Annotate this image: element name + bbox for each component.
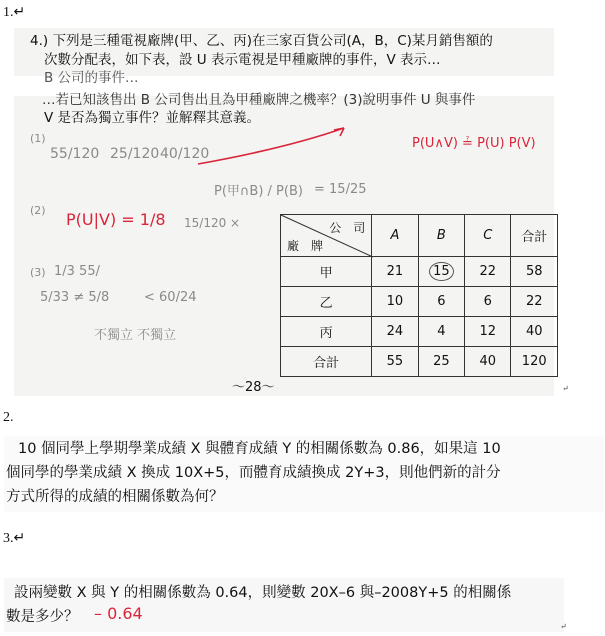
table-row xyxy=(281,317,558,347)
problem2-line2: 個同學的學業成績 X 換成 10X+5，而體育成績換成 2Y+3，則他們新的計分 xyxy=(6,465,501,481)
cell: 21 xyxy=(372,257,418,287)
pencil-not-independent: 不獨立 不獨立 xyxy=(94,328,177,343)
row-label: 合計 xyxy=(281,347,372,377)
pencil-q1: (1) xyxy=(30,132,46,145)
cell: 40 xyxy=(465,347,511,377)
cell: 120 xyxy=(511,347,558,377)
table-header-total: 合計 xyxy=(511,215,558,257)
item-number-3: 3.↵ xyxy=(3,531,26,546)
row-label: 甲 xyxy=(281,257,372,287)
scan-strip-2 xyxy=(14,92,569,396)
cell-circled xyxy=(418,257,465,287)
pencil-conditional: P(甲∩B) / P(B) xyxy=(214,184,303,199)
cell: 22 xyxy=(511,287,558,317)
problem3-line2: 數是多少？ xyxy=(6,609,79,625)
pencil-frac-25: 25/120 xyxy=(110,146,160,162)
problem3-block xyxy=(4,578,564,632)
pencil-calc-1: 1/3 55/ xyxy=(54,264,100,279)
problem3-return-mark: ↵ xyxy=(560,622,567,631)
pencil-side-calc: 15/120 × xyxy=(184,216,241,230)
cell: 22 xyxy=(465,257,511,287)
red-formula-conditional: P(U|V) = 1/8 xyxy=(66,210,166,229)
cell: 58 xyxy=(511,257,558,287)
red-arrow-stroke xyxy=(194,124,354,168)
table-header-a: A xyxy=(372,215,418,257)
row-label: 乙 xyxy=(281,287,372,317)
scan1-line1: 4.) 下列是三種電視廠牌(甲、乙、丙)在三家百貨公司(A，B，C)某月銷售額的 xyxy=(30,33,493,49)
pencil-calc-2: 5/33 ≠ 5/8 xyxy=(40,290,110,305)
pencil-conditional-value: = 15/25 xyxy=(314,182,367,197)
circled-value: 15 xyxy=(429,262,454,281)
problem2-line3: 方式所得的成績的相關係數為何？ xyxy=(6,489,224,505)
cell: 55 xyxy=(372,347,418,377)
corner-label-brand: 廠 牌 xyxy=(287,239,324,253)
problem3-handwritten-answer: – 0.64 xyxy=(94,604,143,623)
scan-strip-1 xyxy=(14,28,554,86)
problem3-line1: 設兩變數 X 與 Y 的相關係數為 0.64，則變數 20X–6 與–2008Y+5 的相關係 xyxy=(14,585,512,601)
cell: 6 xyxy=(465,287,511,317)
row-label: 丙 xyxy=(281,317,372,347)
table-row xyxy=(281,347,558,377)
table-corner-cell xyxy=(281,215,372,257)
cell: 40 xyxy=(511,317,558,347)
red-formula-independence: P(U∧V) ≟ P(U) P(V) xyxy=(412,136,536,151)
corner-label-company: 公 司 xyxy=(329,221,366,235)
table-row xyxy=(281,287,558,317)
pencil-q2: (2) xyxy=(30,204,46,217)
pencil-q3: (3) xyxy=(30,266,46,279)
cell: 24 xyxy=(372,317,418,347)
table-header-b: B xyxy=(418,215,465,257)
page-number: ～28～ xyxy=(232,380,275,395)
problem2-block xyxy=(4,436,604,512)
scan2-return-mark: ↵ xyxy=(562,384,569,393)
pencil-frac-55: 55/120 xyxy=(50,146,100,162)
cell: 10 xyxy=(372,287,418,317)
table-header-c: C xyxy=(465,215,511,257)
cell: 6 xyxy=(418,287,465,317)
pencil-frac-40: 40/120 xyxy=(160,146,210,162)
table-row xyxy=(281,257,558,287)
item-number-1: 1.↵ xyxy=(3,5,26,20)
problem2-line1: 10 個同學上學期學業成績 X 與體育成績 Y 的相關係數為 0.86，如果這 10 xyxy=(18,441,501,457)
cell: 12 xyxy=(465,317,511,347)
pencil-calc-3: < 60/24 xyxy=(144,290,197,305)
item-number-2: 2. xyxy=(3,410,14,425)
scan1-line3-cropped: B 公司的事件… xyxy=(44,70,139,86)
sales-table xyxy=(280,214,558,377)
scan1-line2: 次數分配表，如下表，設 U 表示電視是甲種廠牌的事件，V 表示… xyxy=(44,52,441,68)
scan2-line1-cropped: …若已知該售出 B 公司售出且為甲種廠牌之機率？(3)說明事件 U 與事件 xyxy=(42,92,476,108)
scan2-line2: V 是否為獨立事件？並解釋其意義。 xyxy=(44,110,261,126)
cell: 4 xyxy=(418,317,465,347)
cell: 25 xyxy=(418,347,465,377)
